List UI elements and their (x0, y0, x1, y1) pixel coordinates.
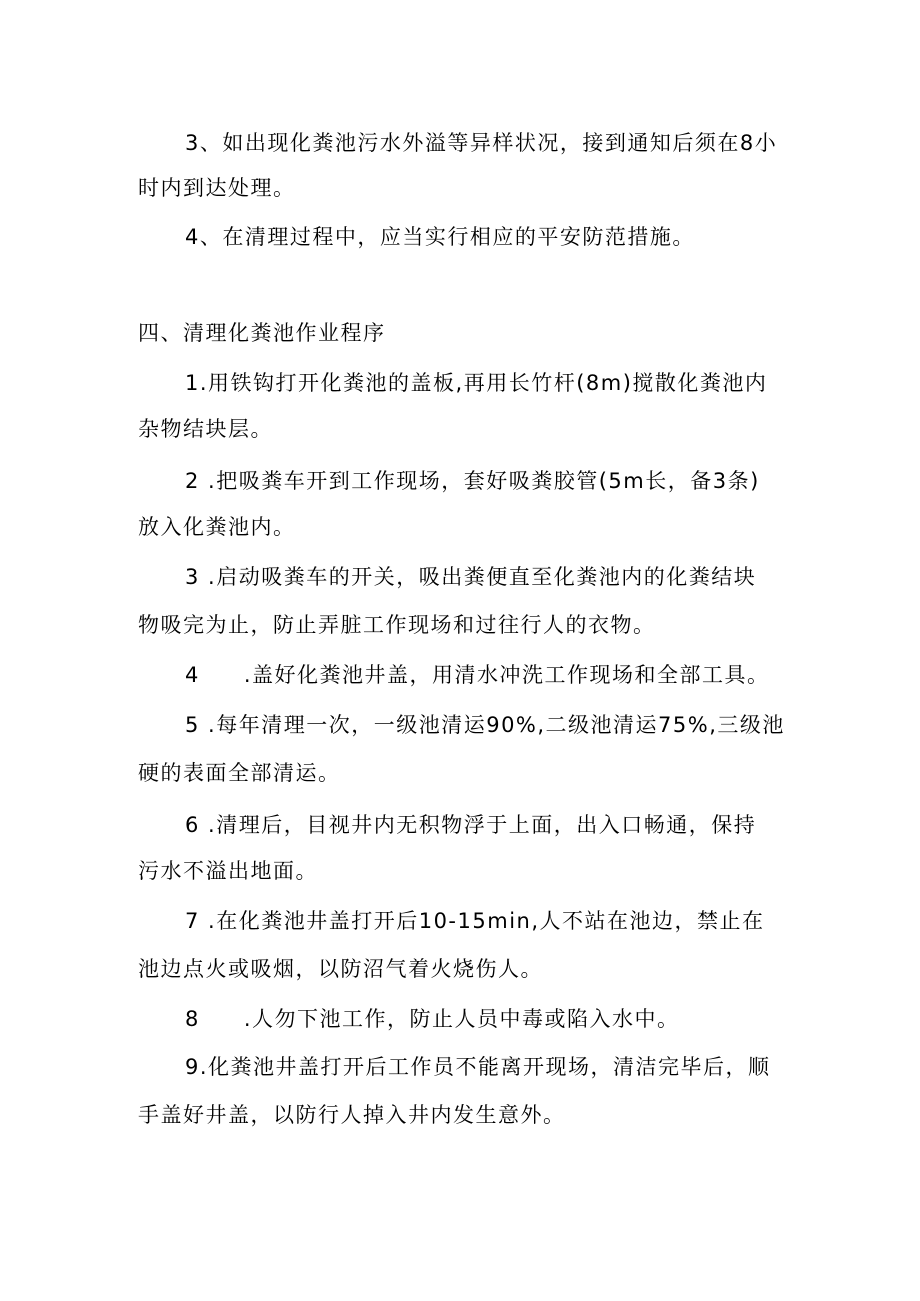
item-3-line-2: 时内到达处理。 (138, 176, 296, 200)
step-3-line-1: 3 .启动吸粪车的开关，吸出粪便直至化粪池内的化粪结块 (185, 565, 757, 589)
step-7-line-2: 池边点火或吸烟，以防沼气着火烧伤人。 (138, 957, 543, 981)
step-6-line-1: 6 .清理后，目视井内无积物浮于上面，出入口畅通，保持 (185, 813, 757, 837)
step-7-line-1: 7 .在化粪池井盖打开后10-15min,人不站在池边，禁止在 (185, 909, 765, 933)
step-2-line-2: 放入化粪池内。 (138, 515, 296, 539)
step-6-line-2: 污水不溢出地面。 (138, 859, 318, 883)
step-4-number: 4 (185, 663, 200, 687)
step-4-line-1 (0, 660, 920, 690)
step-4-text: .盖好化粪池井盖，用清水冲洗工作现场和全部工具。 (243, 663, 770, 687)
step-8-text: .人勿下池工作，防止人员中毒或陷入水中。 (243, 1007, 680, 1031)
step-1-line-1: 1.用铁钩打开化粪池的盖板,再用长竹杆(8m)搅散化粪池内 (185, 371, 768, 395)
step-5-line-2: 硬的表面全部清运。 (138, 761, 341, 785)
step-9-line-1: 9.化粪池井盖打开后工作员不能离开现场，清洁完毕后，顺 (185, 1055, 771, 1079)
step-9-line-2: 手盖好井盖，以防行人掉入井内发生意外。 (138, 1103, 566, 1127)
step-2-line-1: 2 .把吸粪车开到工作现场，套好吸粪胶管(5m长，备3条) (185, 469, 760, 493)
step-8-number: 8 (185, 1007, 200, 1031)
step-5-line-1: 5 .每年清理一次，一级池清运90%,二级池清运75%,三级池 (185, 713, 785, 737)
step-1-line-2: 杂物结块层。 (138, 417, 273, 441)
step-3-line-2: 物吸完为止，防止弄脏工作现场和过往行人的衣物。 (138, 613, 656, 637)
step-8-line-1 (0, 1004, 920, 1034)
section-title: 四、清理化粪池作业程序 (138, 321, 386, 345)
item-4-line-1: 4、在清理过程中，应当实行相应的平安防范措施。 (185, 225, 695, 249)
item-3-line-1: 3、如出现化粪池污水外溢等异样状况，接到通知后须在8小 (185, 131, 778, 155)
